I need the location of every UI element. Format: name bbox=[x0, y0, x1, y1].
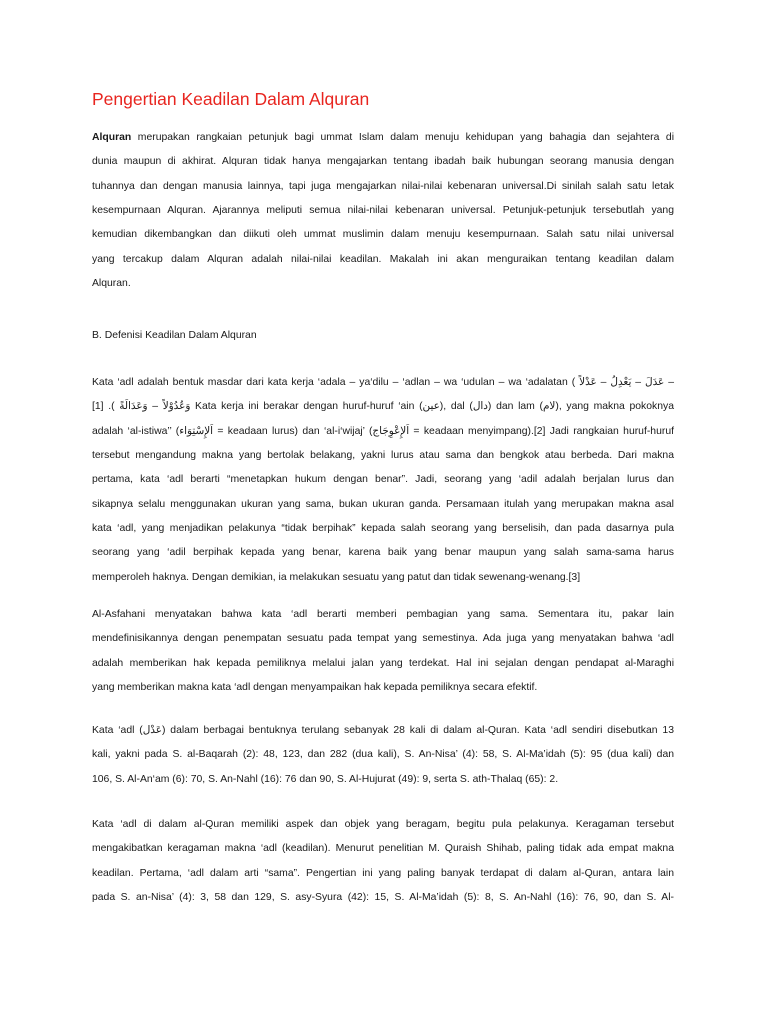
paragraph-line: kesempurnaan Alquran. Ajarannya meliputi semua nilai-nilai kebenaran universal. Petunjuk-petunjuk tersebutlah yang bbox=[92, 205, 674, 217]
paragraph-line: sikapnya selalu menggunakan ukuran yang sama, bukan ukuran ganda. Persamaan itulah yang merupakan makna asal bbox=[92, 498, 674, 510]
aspects-paragraph bbox=[92, 813, 674, 910]
paragraph-line: Kata ‘adl adalah bentuk masdar dari kata kerja ‘adala – ya‘dilu – ‘adlan – wa ‘udulan – wa ‘adalatan ( عَدَلَ – يَعْدِلُ – عَدْلاً – bbox=[92, 377, 674, 388]
paragraph-line: yang tercakup dalam Alquran adalah nilai-nilai keadilan. Makalah ini akan menguraikan tentang keadilan dalam bbox=[92, 253, 674, 265]
bold-term: Alquran bbox=[92, 132, 132, 143]
paragraph-line: kemudian dikembangkan dan diikuti oleh ummat muslimin dalam menuju kesempurnaan. Salah satu nilai universal bbox=[92, 229, 674, 241]
paragraph-line: Kata ‘adl (عَدْل) dalam berbagai bentuknya terulang sebanyak 28 kali di dalam al-Quran. Kata ‘adl sendiri disebutkan 13 bbox=[92, 725, 674, 736]
paragraph-line: 106, S. Al-An‘am (6): 70, S. An-Nahl (16): 76 dan 90, S. Al-Hujurat (49): 9, serta S. ath-Thalaq (65): 2. bbox=[92, 773, 559, 785]
paragraph-line: tersebut mengandung makna yang bertolak belakang, yakni lurus atau sama dan bengkok atau berbeda. Dari makna bbox=[92, 450, 674, 462]
paragraph-line: Al-Asfahani menyatakan bahwa kata ‘adl berarti memberi pembagian yang sama. Sementara itu, pakar lain bbox=[92, 609, 674, 620]
page-title: Pengertian Keadilan Dalam Alquran bbox=[92, 89, 370, 109]
asfahani-paragraph bbox=[92, 603, 674, 700]
intro-paragraph bbox=[92, 126, 674, 296]
paragraph-line: dunia maupun di akhirat. Alquran tidak hanya mengajarkan tentang ibadah baik hubungan seorang manusia dengan bbox=[92, 156, 674, 168]
word-occurrence-paragraph bbox=[92, 719, 674, 792]
paragraph-line: adalah memberikan hak kepada pemiliknya melalui jalan yang terdekat. Hal ini sejalan dengan pendapat al-Maraghi bbox=[92, 657, 674, 669]
paragraph-line: mendefinisikannya dengan penempatan sesuatu pada tempat yang semestinya. Ada juga yang menyatakan bahwa ‘adl bbox=[92, 633, 674, 645]
paragraph-line: Kata ‘adl di dalam al-Quran memiliki aspek dan objek yang beragam, begitu pula pelakunya. Keragaman tersebut bbox=[92, 819, 674, 830]
paragraph-line: وَعُدُوْلاً – وَعَدَالَةً ). [1] Kata kerja ini berakar dengan huruf-huruf ‘ain (عين), dal (دال) dan lam (لام), yang makna pokoknya bbox=[92, 401, 674, 413]
definition-paragraph bbox=[92, 371, 674, 590]
paragraph-line: Alquran. bbox=[92, 278, 131, 290]
paragraph-line: adalah ‘al-istiwa’’ (اَلإِسْتِوَاء = keadaan lurus) dan ‘al-i‘wijaj’ (اَلإِعْوِجَاج = keadaan menyimpang).[2] Jadi rangkaian huruf-huruf bbox=[92, 425, 674, 437]
paragraph-line: memperoleh haknya. Dengan demikian, ia melakukan sesuatu yang patut dan tidak sewenang-wenang.[3] bbox=[92, 571, 581, 583]
paragraph-line: pada S. an-Nisa’ (4): 3, 58 dan 129, S. asy-Syura (42): 15, S. Al-Ma’idah (5): 8, S. An-Nahl (16): 76, 90, dan S. Al- bbox=[92, 892, 674, 904]
section-heading: B. Defenisi Keadilan Dalam Alquran bbox=[92, 330, 257, 341]
paragraph-line: seorang yang ‘adil berpihak kepada yang benar, karena baik yang benar maupun yang salah sama-sama harus bbox=[92, 547, 674, 559]
paragraph-line: kata ‘adl, yang menjadikan pelakunya “tidak berpihak” kepada salah seorang yang berselisih, dan pada dasarnya pula bbox=[92, 523, 674, 535]
paragraph-line: kali, yakni pada S. al-Baqarah (2): 48, 123, dan 282 (dua kali), S. An-Nisa’ (4): 58, S. Al-Ma’idah (5): 95 (dua kali) dan bbox=[92, 749, 674, 761]
paragraph-line: keadilan. Pertama, ‘adl dalam arti “sama”. Pengertian ini yang paling banyak terdapat di dalam al-Quran, antara lain bbox=[92, 867, 674, 879]
paragraph-line: tuhannya dan dengan manusia lainnya, tapi juga mengajarkan nilai-nilai kebenaran universal.Di sinilah salah satu letak bbox=[92, 180, 674, 192]
paragraph-line: mengakibatkan keragaman makna ‘adl (keadilan). Menurut penelitian M. Quraish Shihab, paling tidak ada empat makna bbox=[92, 843, 674, 855]
paragraph-line: pertama, kata ‘adl berarti “menetapkan hukum dengan benar”. Jadi, seorang yang ‘adil adalah berjalan lurus dan bbox=[92, 474, 674, 486]
paragraph-line: Alquran merupakan rangkaian petunjuk bagi ummat Islam dalam menuju kehidupan yang bahagia dan sejahtera di bbox=[92, 132, 674, 143]
paragraph-line: yang memberikan makna kata ‘adl dengan menyampaikan hak kepada pemiliknya secara efektif. bbox=[92, 682, 538, 694]
